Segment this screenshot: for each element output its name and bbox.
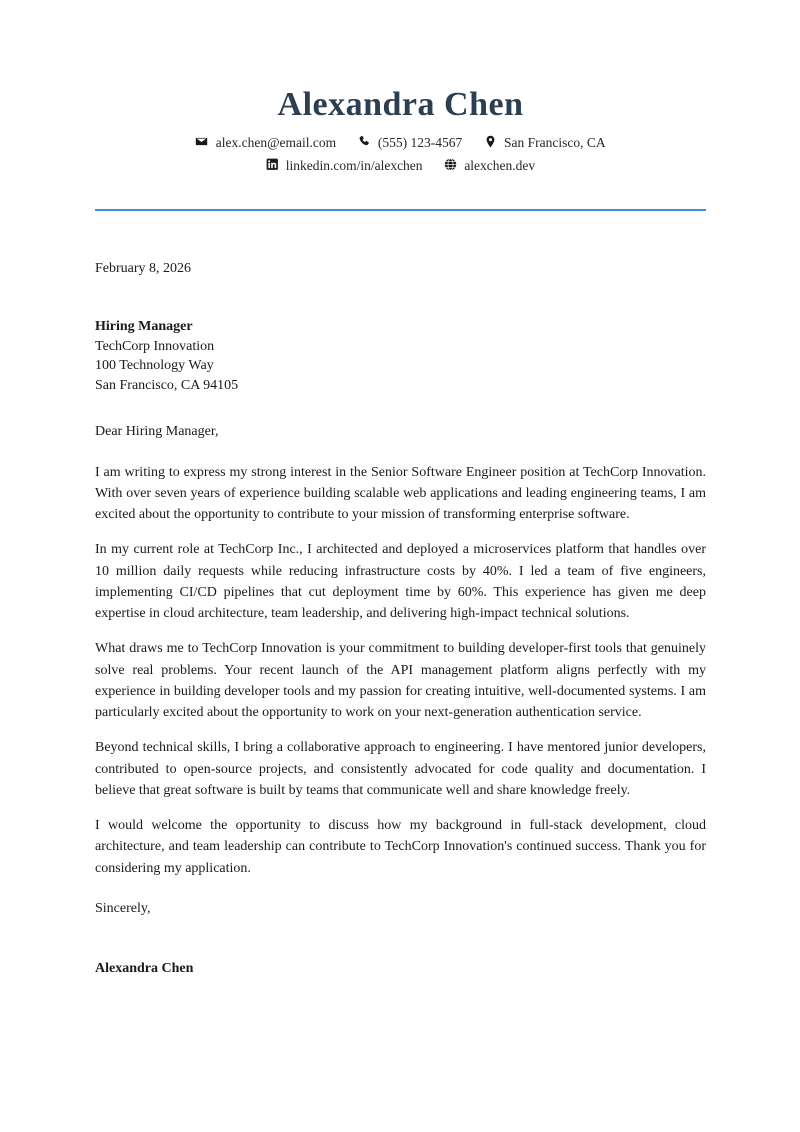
body-paragraph: In my current role at TechCorp Inc., I architected and deployed a microservices platform that handles over 10 million daily requests while reducing infrastructure costs by 40%. I led a team of five engineers, implementing CI/CD pipelines that cut deployment time by 60%. This experience has given me deep expertise in cloud architecture, team leadership, and delivering high-impact technical solutions.: [95, 542, 706, 622]
contact-phone-text: (555) 123-4567: [377, 135, 463, 151]
phone-icon: [358, 135, 371, 148]
letter-content: [95, 0, 706, 977]
letter-header: [95, 0, 706, 211]
recipient-street: 100 Technology Way: [95, 358, 214, 374]
linkedin-icon: [266, 158, 279, 171]
applicant-name: Alexandra Chen: [277, 86, 524, 123]
globe-icon: [444, 158, 457, 171]
contact-location: [484, 134, 606, 152]
contact-location-text: San Francisco, CA: [504, 135, 606, 151]
location-pin-icon: [484, 135, 497, 148]
recipient-block: [95, 317, 706, 395]
contact-phone[interactable]: [358, 134, 463, 152]
recipient-company: TechCorp Innovation: [95, 338, 215, 354]
letter-date: February 8, 2026: [95, 260, 192, 276]
contact-website-text: alexchen.dev: [464, 157, 536, 173]
signature-name: Alexandra Chen: [95, 961, 194, 977]
contact-linkedin[interactable]: [266, 157, 423, 175]
accent-divider: [95, 209, 706, 211]
contact-email-text: alex.chen@email.com: [215, 135, 337, 151]
contact-row-secondary: [95, 157, 706, 175]
contact-website[interactable]: [444, 157, 535, 175]
letter-body: [95, 462, 706, 880]
body-paragraph: I am writing to express my strong interest in the Senior Software Engineer position at TechCorp Innovation. With over seven years of experience building scalable web applications and leading engineering teams, I am excited about the opportunity to contribute to your mission of transforming enterprise software.: [95, 464, 706, 523]
contact-linkedin-text: linkedin.com/in/alexchen: [285, 157, 423, 173]
recipient-name: Hiring Manager: [95, 319, 193, 335]
body-paragraph: What draws me to TechCorp Innovation is your commitment to building developer-first tools that genuinely solve real problems. Your recent launch of the API management platform aligns perfectly with my experience in building developer tools and my passion for creating intuitive, well-documented systems. I am particularly excited about the opportunity to work on your next-generation authentication service.: [95, 641, 706, 721]
recipient-city-state-zip: San Francisco, CA 94105: [95, 377, 239, 393]
envelope-icon: [195, 135, 208, 148]
salutation: Dear Hiring Manager,: [95, 423, 219, 439]
closing-line: Sincerely,: [95, 901, 151, 917]
body-paragraph: I would welcome the opportunity to discuss how my background in full-stack development, cloud architecture, and team leadership can contribute to TechCorp Innovation's continued success. Thank you for considering my application.: [95, 818, 706, 876]
contact-row-primary: [95, 134, 706, 152]
contact-email[interactable]: [195, 134, 336, 152]
body-paragraph: Beyond technical skills, I bring a collaborative approach to engineering. I have mentored junior developers, contributed to open-source projects, and consistently advocated for code quality and documentation. I believe that great software is built by teams that communicate well and share knowledge freely.: [95, 740, 706, 798]
